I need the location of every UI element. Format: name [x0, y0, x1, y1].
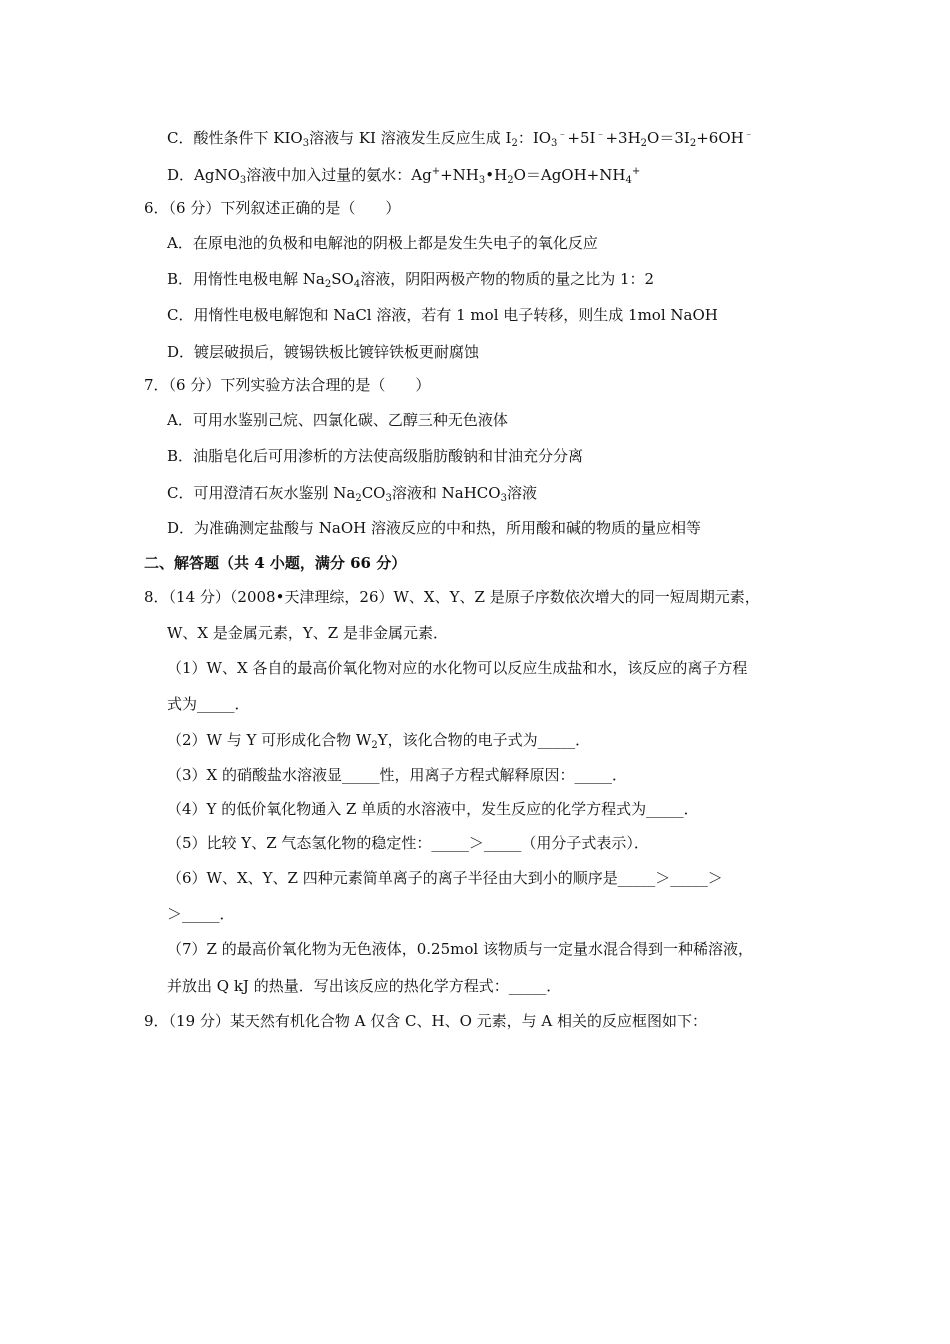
q8-part6-line1: （6）W、X、Y、Z 四种元素简单离子的离子半径由大到小的顺序是_____＞_____＞: [167, 869, 723, 887]
q6-option-d: D．镀层破损后，镀锡铁板比镀锌铁板更耐腐蚀: [167, 343, 480, 361]
q7-option-d: D．为准确测定盐酸与 NaOH 溶液反应的中和热，所用酸和碱的物质的量应相等: [167, 519, 702, 537]
q6-option-b: B．用惰性电极电解 $Na_2SO_4$溶液，阴阳两极产物的物质的量之比为 1：2: [167, 270, 655, 290]
q7-stem: 7．（6 分）下列实验方法合理的是（ ）: [144, 376, 431, 394]
q8-part1-line2: 式为_____．: [167, 695, 250, 713]
q8-part1-line1: （1）W、X 各自的最高价氧化物对应的水化物可以反应生成盐和水，该反应的离子方程: [167, 659, 748, 677]
q7-option-c: C．可用澄清石灰水鉴别 $Na_2CO_3$溶液和 NaHCO$_3$溶液: [167, 484, 537, 504]
q8-stem-line1: 8．（14 分）（2008•天津理综，26）W、X、Y、Z 是原子序数依次增大的同一短周期元素，: [144, 588, 760, 606]
q8-part3: （3）X 的硝酸盐水溶液显_____性，用离子方程式解释原因：_____．: [167, 766, 627, 784]
q6-option-c: C．用惰性电极电解饱和 NaCl 溶液，若有 1 mol 电子转移，则生成 1mol NaOH: [167, 306, 718, 324]
section-heading: 二、解答题（共 4 小题，满分 66 分）: [144, 554, 407, 572]
q8-part7-line1: （7）Z 的最高价氧化物为无色液体，0.25mol 该物质与一定量水混合得到一种稀溶液，: [167, 940, 753, 958]
q5-option-d: D．AgNO$_3$溶液中加入过量的氨水：$Ag^++NH_3•H_2O=AgOH+NH_4^+$: [167, 166, 641, 186]
q8-stem-line2: W、X 是金属元素，Y、Z 是非金属元素．: [167, 624, 448, 642]
q8-part4: （4）Y 的低价氧化物通入 Z 单质的水溶液中，发生反应的化学方程式为_____．: [167, 800, 699, 818]
q6-option-a: A．在原电池的负极和电解池的阴极上都是发生失电子的氧化反应: [167, 234, 598, 252]
q8-part2: （2）W 与 Y 可形成化合物 $W_2Y$，该化合物的电子式为_____．: [167, 731, 591, 751]
q5-option-c: C．酸性条件下 $KIO_3$溶液与 KI 溶液发生反应生成 $I_2$：$IO_3^﹣+5I^﹣+3H_2O=3I_2+6OH^﹣$: [167, 129, 754, 149]
q8-part6-line2: ＞_____．: [167, 905, 235, 923]
q8-part7-line2: 并放出 Q kJ 的热量．写出该反应的热化学方程式：_____．: [167, 977, 562, 995]
q7-option-a: A．可用水鉴别己烷、四氯化碳、乙醇三种无色液体: [167, 411, 508, 429]
q8-part5: （5）比较 Y、Z 气态氢化物的稳定性：_____＞_____（用分子式表示）．: [167, 834, 649, 852]
q7-option-b: B．油脂皂化后可用渗析的方法使高级脂肪酸钠和甘油充分分离: [167, 447, 584, 465]
q9-stem: 9．（19 分）某天然有机化合物 A 仅含 C、H、O 元素，与 A 相关的反应框图如下：: [144, 1012, 708, 1030]
q6-stem: 6．（6 分）下列叙述正确的是（ ）: [144, 199, 401, 217]
